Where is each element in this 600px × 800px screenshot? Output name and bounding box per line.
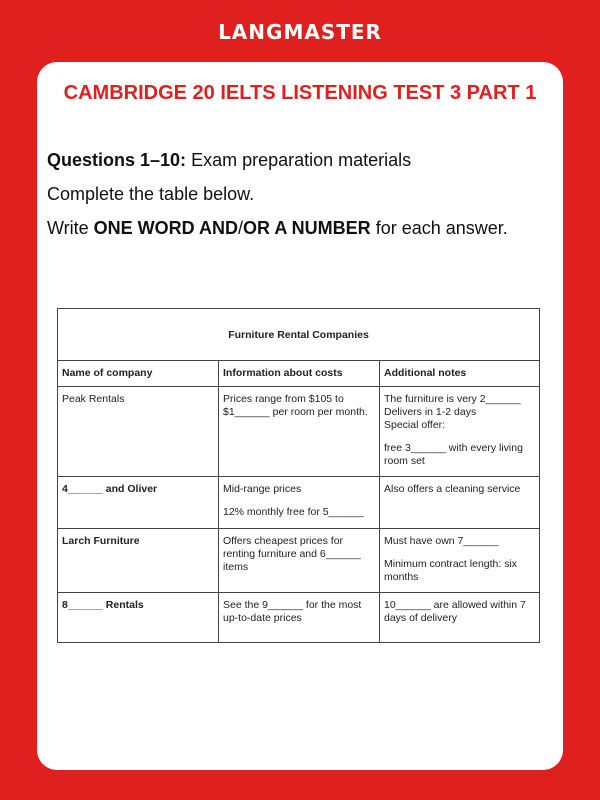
company-name: 4______ and Oliver <box>58 477 219 529</box>
note-line: Special offer: <box>384 419 446 431</box>
cost-line: up-to-date prices <box>223 612 302 624</box>
note-line: The furniture is very 2______ <box>384 393 521 405</box>
write-instruction <box>47 218 508 239</box>
write-suffix: for each answer. <box>370 218 508 238</box>
spacer <box>223 496 375 506</box>
additional-notes <box>380 529 540 593</box>
header-notes: Additional notes <box>380 361 540 387</box>
cost-line: Prices range from $105 to <box>223 393 344 405</box>
table-container <box>57 308 539 643</box>
table-row <box>58 477 540 529</box>
spacer <box>384 548 535 558</box>
note-line: 10______ are allowed within 7 <box>384 599 526 611</box>
page-title: CAMBRIDGE 20 IELTS LISTENING TEST 3 PART 1 <box>63 82 537 104</box>
note-line: months <box>384 571 419 583</box>
brand-logo: LANGMASTER <box>218 20 382 44</box>
table-caption-row <box>58 309 540 361</box>
table-row <box>58 387 540 477</box>
company-name: Larch Furniture <box>58 529 219 593</box>
questions-label: Questions 1–10: <box>47 150 187 170</box>
cost-info <box>219 477 380 529</box>
write-prefix: Write <box>47 218 94 238</box>
questions-topic: Exam preparation materials <box>186 150 412 170</box>
company-name: 8______ Rentals <box>58 593 219 643</box>
note-line: Minimum contract length: six <box>384 558 518 570</box>
write-bold-2: OR A NUMBER <box>243 218 371 238</box>
cost-line: items <box>223 561 249 573</box>
note-line: Must have own 7______ <box>384 535 499 547</box>
company-name: Peak Rentals <box>58 387 219 477</box>
note-line: Delivers in 1-2 days <box>384 406 477 418</box>
note-line: free 3______ with every living <box>384 442 523 454</box>
note-line: Also offers a cleaning service <box>384 483 521 495</box>
cost-line: renting furniture and 6______ <box>223 548 361 560</box>
furniture-table <box>57 308 540 643</box>
cost-line: $1______ per room per month. <box>223 406 368 418</box>
cost-line: Mid-range prices <box>223 483 302 495</box>
table-row <box>58 529 540 593</box>
cost-line: See the 9______ for the most <box>223 599 362 611</box>
cost-info <box>219 387 380 477</box>
additional-notes <box>380 387 540 477</box>
header-costs: Information about costs <box>219 361 380 387</box>
content-card <box>37 62 563 770</box>
additional-notes <box>380 477 540 529</box>
cost-line: Offers cheapest prices for <box>223 535 344 547</box>
table-header-row <box>58 361 540 387</box>
table-row <box>58 593 540 643</box>
note-line: room set <box>384 455 425 467</box>
cost-info <box>219 593 380 643</box>
cost-info <box>219 529 380 593</box>
spacer <box>384 432 535 442</box>
note-line: days of delivery <box>384 612 457 624</box>
header-company: Name of company <box>58 361 219 387</box>
write-bold-1: ONE WORD AND <box>93 218 238 238</box>
instruction-line: Complete the table below. <box>47 184 255 204</box>
cost-line: 12% monthly free for 5______ <box>223 506 364 518</box>
table-caption: Furniture Rental Companies <box>58 309 540 361</box>
additional-notes <box>380 593 540 643</box>
questions-heading <box>47 150 411 171</box>
write-slash: / <box>238 218 244 238</box>
